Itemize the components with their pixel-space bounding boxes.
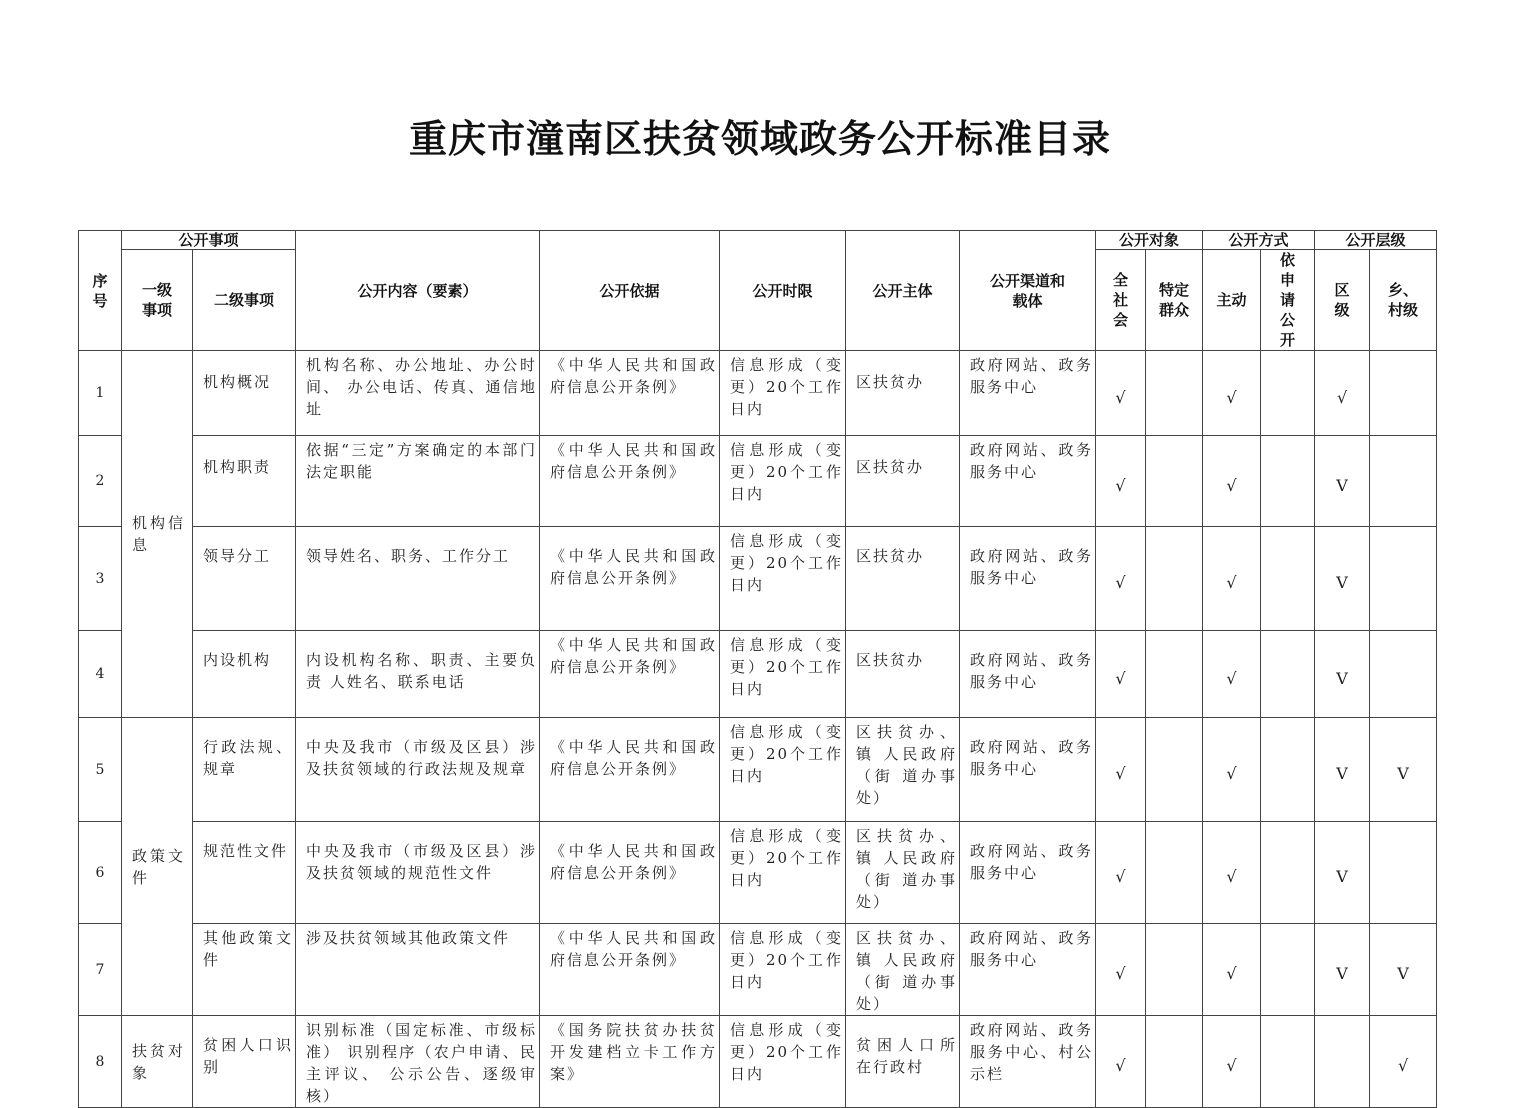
header-method-apply: 依申请公开	[1261, 250, 1315, 351]
method-active-mark: √	[1203, 527, 1261, 631]
table-row	[79, 527, 1437, 631]
time-cell: 信息形成（变更）20个工作日内	[720, 822, 846, 924]
level-township-mark	[1370, 527, 1437, 631]
header-target-group: 公开对象	[1096, 231, 1203, 250]
channel-cell: 政府网站、政务服务中心	[960, 822, 1096, 924]
level-township-mark: √	[1370, 1016, 1437, 1108]
item-cell: 行政法规、规章	[193, 718, 296, 822]
basis-cell: 《中华人民共和国政府信息公开条例》	[540, 718, 720, 822]
header-level-township: 乡、村级	[1370, 250, 1437, 351]
level-township-mark: V	[1370, 718, 1437, 822]
level-township-mark	[1370, 822, 1437, 924]
basis-cell: 《中华人民共和国政府信息公开条例》	[540, 924, 720, 1016]
subject-cell: 区扶贫办、镇 人民政府（街 道办事处）	[846, 924, 960, 1016]
item-cell: 内设机构	[193, 631, 296, 718]
level-township-mark	[1370, 631, 1437, 718]
channel-cell: 政府网站、政务服务中心	[960, 924, 1096, 1016]
subject-cell: 区扶贫办、镇 人民政府（街 道办事处）	[846, 822, 960, 924]
content-cell: 领导姓名、职务、工作分工	[296, 527, 540, 631]
method-apply-mark	[1261, 527, 1315, 631]
method-active-mark: √	[1203, 436, 1261, 527]
page-title: 重庆市潼南区扶贫领域政务公开标准目录	[408, 117, 1111, 161]
header-items-group: 公开事项	[122, 231, 296, 250]
row-seq: 7	[79, 924, 122, 1016]
subject-cell: 区扶贫办、镇 人民政府（街 道办事处）	[846, 718, 960, 822]
target-specific-mark	[1146, 1016, 1203, 1108]
basis-cell: 《中华人民共和国政府信息公开条例》	[540, 527, 720, 631]
level-district-mark: V	[1315, 631, 1370, 718]
channel-cell: 政府网站、政务服务中心	[960, 527, 1096, 631]
time-cell: 信息形成（变更）20个工作日内	[720, 436, 846, 527]
header-level-group: 公开层级	[1315, 231, 1437, 250]
target-all-mark: √	[1096, 1016, 1146, 1108]
level-township-mark	[1370, 351, 1437, 436]
table-row	[79, 1016, 1437, 1108]
level-district-mark: √	[1315, 351, 1370, 436]
time-cell: 信息形成（变更）20个工作日内	[720, 527, 846, 631]
time-cell: 信息形成（变更）20个工作日内	[720, 631, 846, 718]
method-active-mark: √	[1203, 631, 1261, 718]
target-specific-mark	[1146, 436, 1203, 527]
target-all-mark: √	[1096, 351, 1146, 436]
method-apply-mark	[1261, 631, 1315, 718]
table-row	[79, 436, 1437, 527]
target-all-mark: √	[1096, 924, 1146, 1016]
basis-cell: 《中华人民共和国政府信息公开条例》	[540, 822, 720, 924]
method-apply-mark	[1261, 924, 1315, 1016]
channel-cell: 政府网站、政务服务中心	[960, 351, 1096, 436]
target-all-mark: √	[1096, 527, 1146, 631]
header-time-limit: 公开时限	[720, 231, 846, 351]
item-cell: 领导分工	[193, 527, 296, 631]
time-cell: 信息形成（变更）20个工作日内	[720, 718, 846, 822]
row-seq: 4	[79, 631, 122, 718]
header-subject: 公开主体	[846, 231, 960, 351]
time-cell: 信息形成（变更）20个工作日内	[720, 1016, 846, 1108]
row-seq: 1	[79, 351, 122, 436]
header-channel: 公开渠道和载体	[960, 231, 1096, 351]
target-specific-mark	[1146, 718, 1203, 822]
subject-cell: 区扶贫办	[846, 527, 960, 631]
method-active-mark: √	[1203, 924, 1261, 1016]
time-cell: 信息形成（变更）20个工作日内	[720, 924, 846, 1016]
item-cell: 规范性文件	[193, 822, 296, 924]
target-all-mark: √	[1096, 718, 1146, 822]
subject-cell: 贫困人口所在行政村	[846, 1016, 960, 1108]
table-row	[79, 718, 1437, 822]
row-seq: 5	[79, 718, 122, 822]
level-township-mark: V	[1370, 924, 1437, 1016]
row-seq: 8	[79, 1016, 122, 1108]
item-cell: 机构概况	[193, 351, 296, 436]
header-level2: 二级事项	[193, 250, 296, 351]
table-row	[79, 822, 1437, 924]
channel-cell: 政府网站、政务服务中心	[960, 436, 1096, 527]
content-cell: 识别标准（国定标准、市级标准） 识别程序（农户申请、民主评议、 公示公告、逐级审核）	[296, 1016, 540, 1108]
target-all-mark: √	[1096, 436, 1146, 527]
content-cell: 中央及我市（市级及区县）涉及扶贫领域的行政法规及规章	[296, 718, 540, 822]
header-method-active: 主动	[1203, 250, 1261, 351]
item-cell: 其他政策文件	[193, 924, 296, 1016]
target-specific-mark	[1146, 924, 1203, 1016]
target-specific-mark	[1146, 527, 1203, 631]
target-specific-mark	[1146, 631, 1203, 718]
method-apply-mark	[1261, 718, 1315, 822]
header-target-all: 全社会	[1096, 250, 1146, 351]
method-apply-mark	[1261, 1016, 1315, 1108]
level-district-mark: V	[1315, 436, 1370, 527]
basis-cell: 《中华人民共和国政府信息公开条例》	[540, 351, 720, 436]
header-target-specific: 特定群众	[1146, 250, 1203, 351]
table-row	[79, 351, 1437, 436]
basis-cell: 《中华人民共和国政府信息公开条例》	[540, 436, 720, 527]
level-district-mark: V	[1315, 718, 1370, 822]
header-seq: 序号	[79, 231, 122, 351]
subject-cell: 区扶贫办	[846, 436, 960, 527]
category-cell: 机构信息	[122, 351, 193, 718]
table-row	[79, 631, 1437, 718]
target-specific-mark	[1146, 822, 1203, 924]
method-apply-mark	[1261, 436, 1315, 527]
row-seq: 2	[79, 436, 122, 527]
time-cell: 信息形成（变更）20个工作日内	[720, 351, 846, 436]
channel-cell: 政府网站、政务服务中心	[960, 631, 1096, 718]
level-district-mark: V	[1315, 924, 1370, 1016]
header-level1: 一级事项	[122, 250, 193, 351]
method-active-mark: √	[1203, 718, 1261, 822]
level-district-mark: V	[1315, 527, 1370, 631]
subject-cell: 区扶贫办	[846, 351, 960, 436]
header-level-district: 区级	[1315, 250, 1370, 351]
method-active-mark: √	[1203, 351, 1261, 436]
table-row	[79, 924, 1437, 1016]
basis-cell: 《国务院扶贫办扶贫开发建档立卡工作方案》	[540, 1016, 720, 1108]
catalog-table	[78, 230, 1437, 1108]
header-basis: 公开依据	[540, 231, 720, 351]
method-apply-mark	[1261, 822, 1315, 924]
basis-cell: 《中华人民共和国政府信息公开条例》	[540, 631, 720, 718]
category-cell: 扶贫对象	[122, 1016, 193, 1108]
content-cell: 机构名称、办公地址、办公时间、 办公电话、传真、通信地址	[296, 351, 540, 436]
header-content: 公开内容（要素）	[296, 231, 540, 351]
target-all-mark: √	[1096, 631, 1146, 718]
level-township-mark	[1370, 436, 1437, 527]
channel-cell: 政府网站、政务服务中心	[960, 718, 1096, 822]
item-cell: 机构职责	[193, 436, 296, 527]
target-specific-mark	[1146, 351, 1203, 436]
content-cell: 中央及我市（市级及区县）涉及扶贫领域的规范性文件	[296, 822, 540, 924]
content-cell: 内设机构名称、职责、主要负责 人姓名、联系电话	[296, 631, 540, 718]
content-cell: 涉及扶贫领域其他政策文件	[296, 924, 540, 1016]
level-district-mark	[1315, 1016, 1370, 1108]
header-method-group: 公开方式	[1203, 231, 1315, 250]
subject-cell: 区扶贫办	[846, 631, 960, 718]
target-all-mark: √	[1096, 822, 1146, 924]
method-active-mark: √	[1203, 1016, 1261, 1108]
category-cell: 政策文件	[122, 718, 193, 1016]
method-active-mark: √	[1203, 822, 1261, 924]
content-cell: 依据“三定”方案确定的本部门法定职能	[296, 436, 540, 527]
level-district-mark: V	[1315, 822, 1370, 924]
item-cell: 贫困人口识别	[193, 1016, 296, 1108]
row-seq: 6	[79, 822, 122, 924]
method-apply-mark	[1261, 351, 1315, 436]
row-seq: 3	[79, 527, 122, 631]
channel-cell: 政府网站、政务服务中心、村公示栏	[960, 1016, 1096, 1108]
